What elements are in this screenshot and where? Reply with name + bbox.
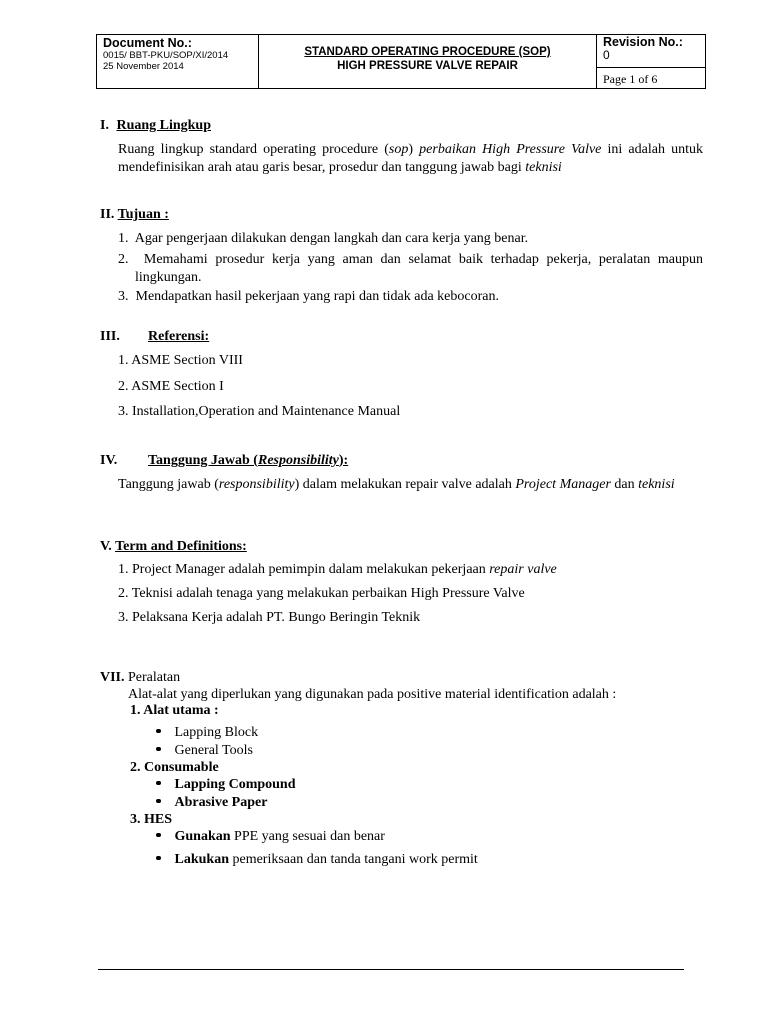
revision-value: 0 (603, 48, 610, 62)
section-3-number: III. (100, 329, 120, 344)
s1-text-b: sop (388, 142, 409, 157)
bullet-text: General Tools (174, 743, 253, 758)
bullet-text: Lapping Block (174, 725, 259, 740)
term-item (118, 561, 557, 579)
s1-text-d: perbaikan High Pressure Valve (419, 142, 602, 157)
s4-text-a: Tanggung jawab ( (118, 477, 219, 492)
section-4-heading (100, 453, 349, 469)
document-header-table (96, 34, 706, 89)
section-1-heading (100, 118, 211, 134)
s4-text-b: responsibility (218, 477, 295, 492)
footer-divider (98, 969, 684, 970)
peralatan-group-heading: 3. HES (130, 812, 173, 827)
section-5-number: V. (100, 539, 112, 554)
bullet-text: PPE yang sesuai dan benar (230, 829, 385, 844)
document-number-cell (97, 35, 259, 88)
bullet-text: Abrasive Paper (174, 795, 268, 810)
section-5-title: Term and Definitions: (115, 539, 247, 554)
term-item: 2. Teknisi adalah tenaga yang melakukan perbaikan High Pressure Valve (118, 586, 525, 601)
term-item-emph: repair valve (489, 562, 557, 577)
bullet-icon (156, 833, 161, 838)
bullet-icon (156, 747, 161, 752)
tujuan-item-number: 1. (118, 231, 129, 246)
bullet-icon (156, 856, 161, 861)
tujuan-item-number: 3. (118, 289, 129, 304)
referensi-item: 2. ASME Section I (118, 379, 224, 394)
bullet-text: pemeriksaan dan tanda tangani work permit (228, 852, 478, 867)
page-number: Page 1 of 6 (603, 72, 658, 86)
bullet-text-bold: Gunakan (174, 829, 231, 844)
s4-title-a: Tanggung Jawab ( (148, 453, 258, 468)
s1-text-c: ) (408, 142, 420, 157)
s4-text-e: dan (610, 477, 639, 492)
tujuan-item (118, 230, 703, 248)
tujuan-item-number: 2. (118, 252, 129, 267)
tujuan-item-text: Mendapatkan hasil pekerjaan yang rapi dan tidak ada kebocoran. (135, 289, 499, 304)
referensi-item: 1. ASME Section VIII (118, 353, 243, 368)
term-item-text: 1. Project Manager adalah pemimpin dalam melakukan pekerjaan (118, 562, 490, 577)
document-date: 25 November 2014 (103, 61, 184, 72)
tujuan-item (118, 251, 703, 287)
section-2-title: Tujuan : (117, 207, 169, 222)
section-7-number: VII. (100, 670, 125, 685)
section-2-heading (100, 207, 169, 223)
peralatan-group-heading: 2. Consumable (130, 760, 219, 775)
s4-text-d: Project Manager (515, 477, 611, 492)
section-4-paragraph (118, 476, 703, 494)
document-title-line1: STANDARD OPERATING PROCEDURE (SOP) (304, 46, 551, 58)
peralatan-bullet-item (156, 794, 267, 812)
s4-text-f: teknisi (638, 477, 675, 492)
section-4-number: IV. (100, 453, 118, 468)
s4-title-b: Responsibility (257, 453, 339, 468)
section-7-heading (100, 669, 180, 687)
section-3-title: Referensi: (148, 329, 210, 344)
section-1-title: Ruang Lingkup (116, 118, 212, 133)
bullet-icon (156, 781, 161, 786)
section-3-heading (100, 329, 210, 345)
s1-text-f: teknisi (525, 160, 562, 175)
peralatan-intro: Alat-alat yang diperlukan yang digunakan pada positive material identification adalah : (128, 687, 617, 702)
s4-text-c: ) dalam melakukan repair valve adalah (294, 477, 516, 492)
document-title-cell (259, 35, 597, 88)
section-2-number: II. (100, 207, 115, 222)
document-title-line2: HIGH PRESSURE VALVE REPAIR (337, 60, 518, 72)
document-number-value: 0015/ BBT-PKU/SOP/XI/2014 (103, 50, 229, 61)
bullet-text: Lapping Compound (174, 777, 296, 792)
peralatan-bullet-item (156, 828, 385, 846)
peralatan-bullet-item (156, 776, 296, 794)
section-5-heading (100, 539, 247, 555)
peralatan-bullet-item (156, 742, 253, 760)
document-number-label: Document No.: (103, 36, 192, 50)
section-7-title: Peralatan (128, 670, 181, 685)
s1-text-a: Ruang lingkup standard operating procedure ( (118, 142, 389, 157)
revision-cell (597, 35, 705, 88)
peralatan-group-heading: 1. Alat utama : (130, 703, 219, 718)
bullet-icon (156, 729, 161, 734)
bullet-icon (156, 799, 161, 804)
s1-text-e: ini adalah untuk mendefinisikan arah atau garis besar, prosedur dan tanggung jawab bagi (118, 142, 703, 175)
tujuan-item (118, 288, 703, 306)
revision-box (597, 35, 705, 68)
term-item: 3. Pelaksana Kerja adalah PT. Bungo Beringin Teknik (118, 610, 421, 625)
tujuan-item-text: Agar pengerjaan dilakukan dengan langkah dan cara kerja yang benar. (134, 231, 529, 246)
tujuan-item-text: Memahami prosedur kerja yang aman dan selamat baik terhadap pekerja, peralatan maupun lingkungan. (135, 252, 704, 285)
revision-label: Revision No.: (603, 35, 683, 49)
section-1-paragraph (118, 141, 703, 177)
s4-title-c: ): (338, 453, 349, 468)
bullet-text-bold: Lakukan (174, 852, 229, 867)
peralatan-bullet-item (156, 851, 478, 869)
referensi-item: 3. Installation,Operation and Maintenance Manual (118, 404, 401, 419)
section-1-number: I. (100, 118, 109, 133)
peralatan-bullet-item (156, 724, 258, 742)
section-4-title (148, 453, 348, 469)
